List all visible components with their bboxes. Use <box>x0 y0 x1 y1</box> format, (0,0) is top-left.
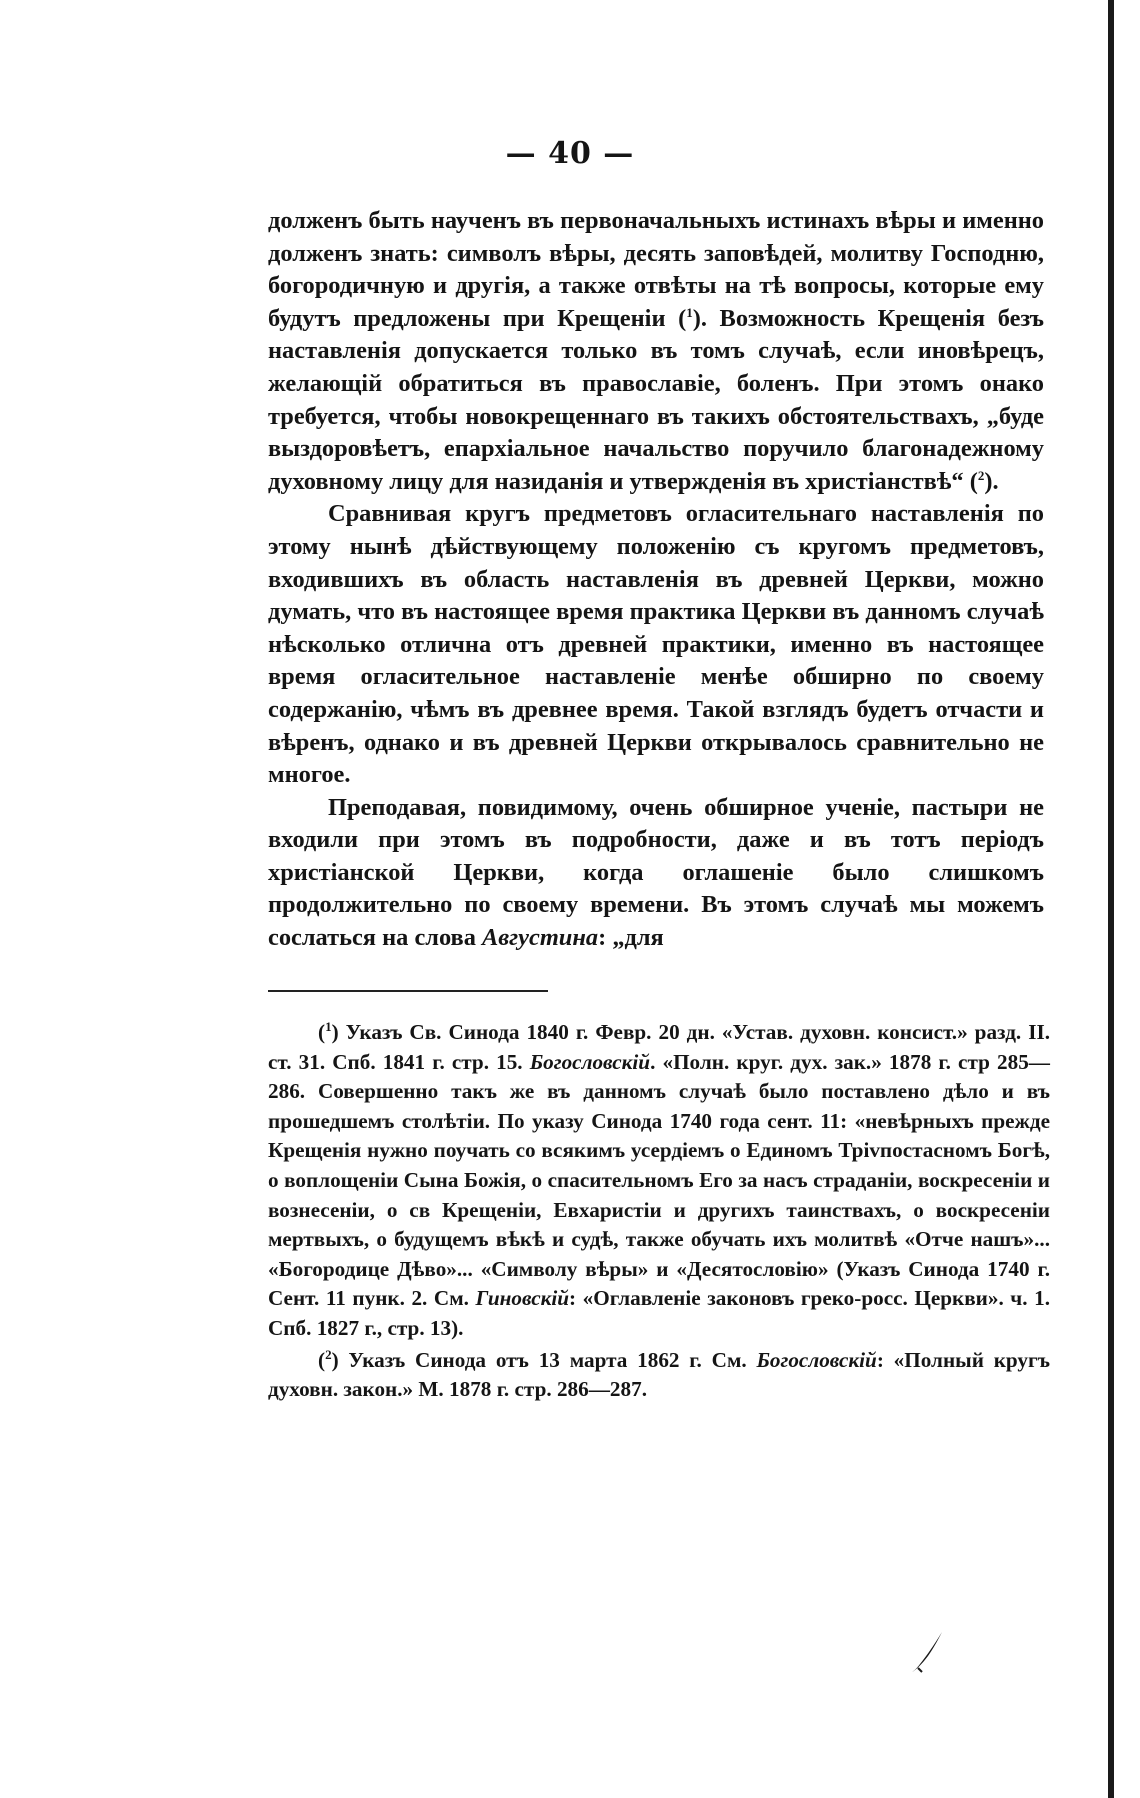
footnote-1-text-b: . «Полн. круг. дух. зак.» 1878 г. стр 285—286. Совершенно такъ же въ данномъ случаѣ было поставлено дѣло и въ прошедшемъ столѣтіи. По указу Синода 1740 года сент. 11: «невѣрныхъ прежде Крещенія нужно поучать со всякимъ усердіемъ о Единомъ Тріvпостасномъ Богѣ, о воплощеніи Сына Божія, о спасительномъ Его за насъ страданіи, воскресеніи и вознесеніи, о св Крещеніи, Евхаристіи и другихъ таинствахъ, о воскресеніи мертвыхъ, о будущемъ вѣкѣ и судѣ, также обучать ихъ молитвѣ «Отче нашъ»... «Богородице Дѣво»... «Символу вѣры» и «Десятословію» (Указъ Синода 1740 г. Сент. 11 пунк. 2. См. <box>268 1049 1050 1311</box>
footnote-1-text-a: Указъ Св. Синода 1840 г. Февр. 20 дн. «Устав. духовн. консист.» разд. II. ст. 31. Спб. 1841 г. стр. 15. <box>268 1020 1050 1074</box>
footnote-2-author: Богословскій <box>756 1347 877 1372</box>
paragraph-1-text-c: ). <box>984 467 999 495</box>
page-number: — 40 — <box>505 136 635 171</box>
paragraph-3-text-b: : „для <box>598 924 664 952</box>
cited-author-augustine: Августина <box>482 924 599 952</box>
footnotes <box>268 1018 1050 1407</box>
footnote-1-mark: 1 <box>325 1018 332 1034</box>
paragraph-3-text-a: Преподавая, повидимому, очень обширное ученіе, пастыри не входили при этомъ въ подробности, даже и въ тотъ періодъ христіанской Церкви, когда оглашеніе было слишкомъ продолжительно по своему времени. Въ этомъ случаѣ мы можемъ сослаться на слова <box>268 793 1044 952</box>
footnote-ref-2: 2 <box>977 467 985 483</box>
footnote-ref-1: 1 <box>686 304 693 320</box>
main-text <box>268 205 1044 955</box>
pen-mark <box>908 1628 948 1676</box>
footnote-2-text-a: Указъ Синода отъ 13 марта 1862 г. См. <box>338 1347 757 1372</box>
footnote-1-text-c: : «Оглавленіе законовъ греко-росс. Церкви». ч. 1. Спб. 1827 г., стр. 13). <box>268 1286 1050 1340</box>
page-edge-rule <box>1108 0 1114 1798</box>
footnote-2-mark: 2 <box>325 1346 332 1362</box>
footnote-1-author-2: Гиновскій <box>475 1286 570 1311</box>
footnote-2-text-b: : «Полный кругъ духовн. закон.» М. 1878 г. стр. 286—287. <box>268 1347 1050 1402</box>
paragraph-1-text-a: долженъ быть наученъ въ первоначальныхъ истинахъ вѣры и именно долженъ знать: символъ вѣры, десять заповѣдей, молитву Господню, богородичную и другія, а также отвѣты на тѣ вопросы, которые ему будутъ предложены при Крещеніи ( <box>268 207 1044 332</box>
footnote-separator <box>268 990 548 992</box>
footnote-1-author-1: Богословскій <box>529 1049 651 1074</box>
paragraph-2: Сравнивая кругъ предметовъ огласительнаго наставленія по этому нынѣ дѣйствующему положенію съ кругомъ предметовъ, входившихъ въ область наставленія въ древней Церкви, можно думать, что въ настоящее время практика Церкви въ данномъ случаѣ нѣсколько отлична отъ древней практики, именно въ настоящее время огласительное наставленіе менѣе обширно по своему содержанію, чѣмъ въ древнее время. Такой взглядъ будетъ отчасти и вѣренъ, однако и въ древней Церкви открывалось сравнительно не многое. <box>268 500 1044 789</box>
paragraph-3 <box>268 792 1044 955</box>
footnote-1: ($^1$) Указъ Св. Синода 1840 г. Февр. 20 дн. «Устав. духовн. консист.» разд. II. ст. 31. Спб. 1841 г. стр. 15. Богословскій. «Полн. круг. дух. зак.» 1878 г. стр 285—286. Совершенно такъ же въ данномъ случаѣ было поставлено дѣло и въ прошедшемъ столѣтіи. По указу Синода 1740 года сент. 11: «невѣрныхъ прежде Крещенія нужно поучать со всякимъ усердіемъ о Единомъ Тріvпостасномъ Богѣ, о воплощеніи Сына Божія, о спасительномъ Его за насъ страданіи, воскресеніи и вознесеніи, о св Крещеніи, Евхаристіи и другихъ таинствахъ, о воскресеніи мертвыхъ, о будущемъ вѣкѣ и судѣ, также обучать ихъ молитвѣ «Отче нашъ»... «Богородице Дѣво»... «Символу вѣры» и «Десятословію» (Указъ Синода 1740 г. Сент. 11 пунк. 2. См. Гиновскій: «Оглавленіе законовъ греко-росс. Церкви». ч. 1. Спб. 1827 г., стр. 13). <box>268 1018 1050 1340</box>
paragraph-1-text-b: ). Возможность Крещенія безъ наставленія допускается только въ томъ случаѣ, если иновѣрецъ, желающій обратиться въ православіе, боленъ. При этомъ онако требуется, чтобы новокрещеннаго въ такихъ обстоятельствахъ, „буде выздоровѣетъ, епархіальное начальство поручило благонадежному духовному лицу для назиданія и утвержденія въ христіанствѣ“ ( <box>268 304 1044 495</box>
footnote-2: ($^2$) Указъ Синода отъ 13 марта 1862 г. См. Богословскій: «Полный кругъ духовн. закон.» М. 1878 г. стр. 286—287. <box>268 1346 1050 1402</box>
paragraph-1 <box>268 205 1044 498</box>
